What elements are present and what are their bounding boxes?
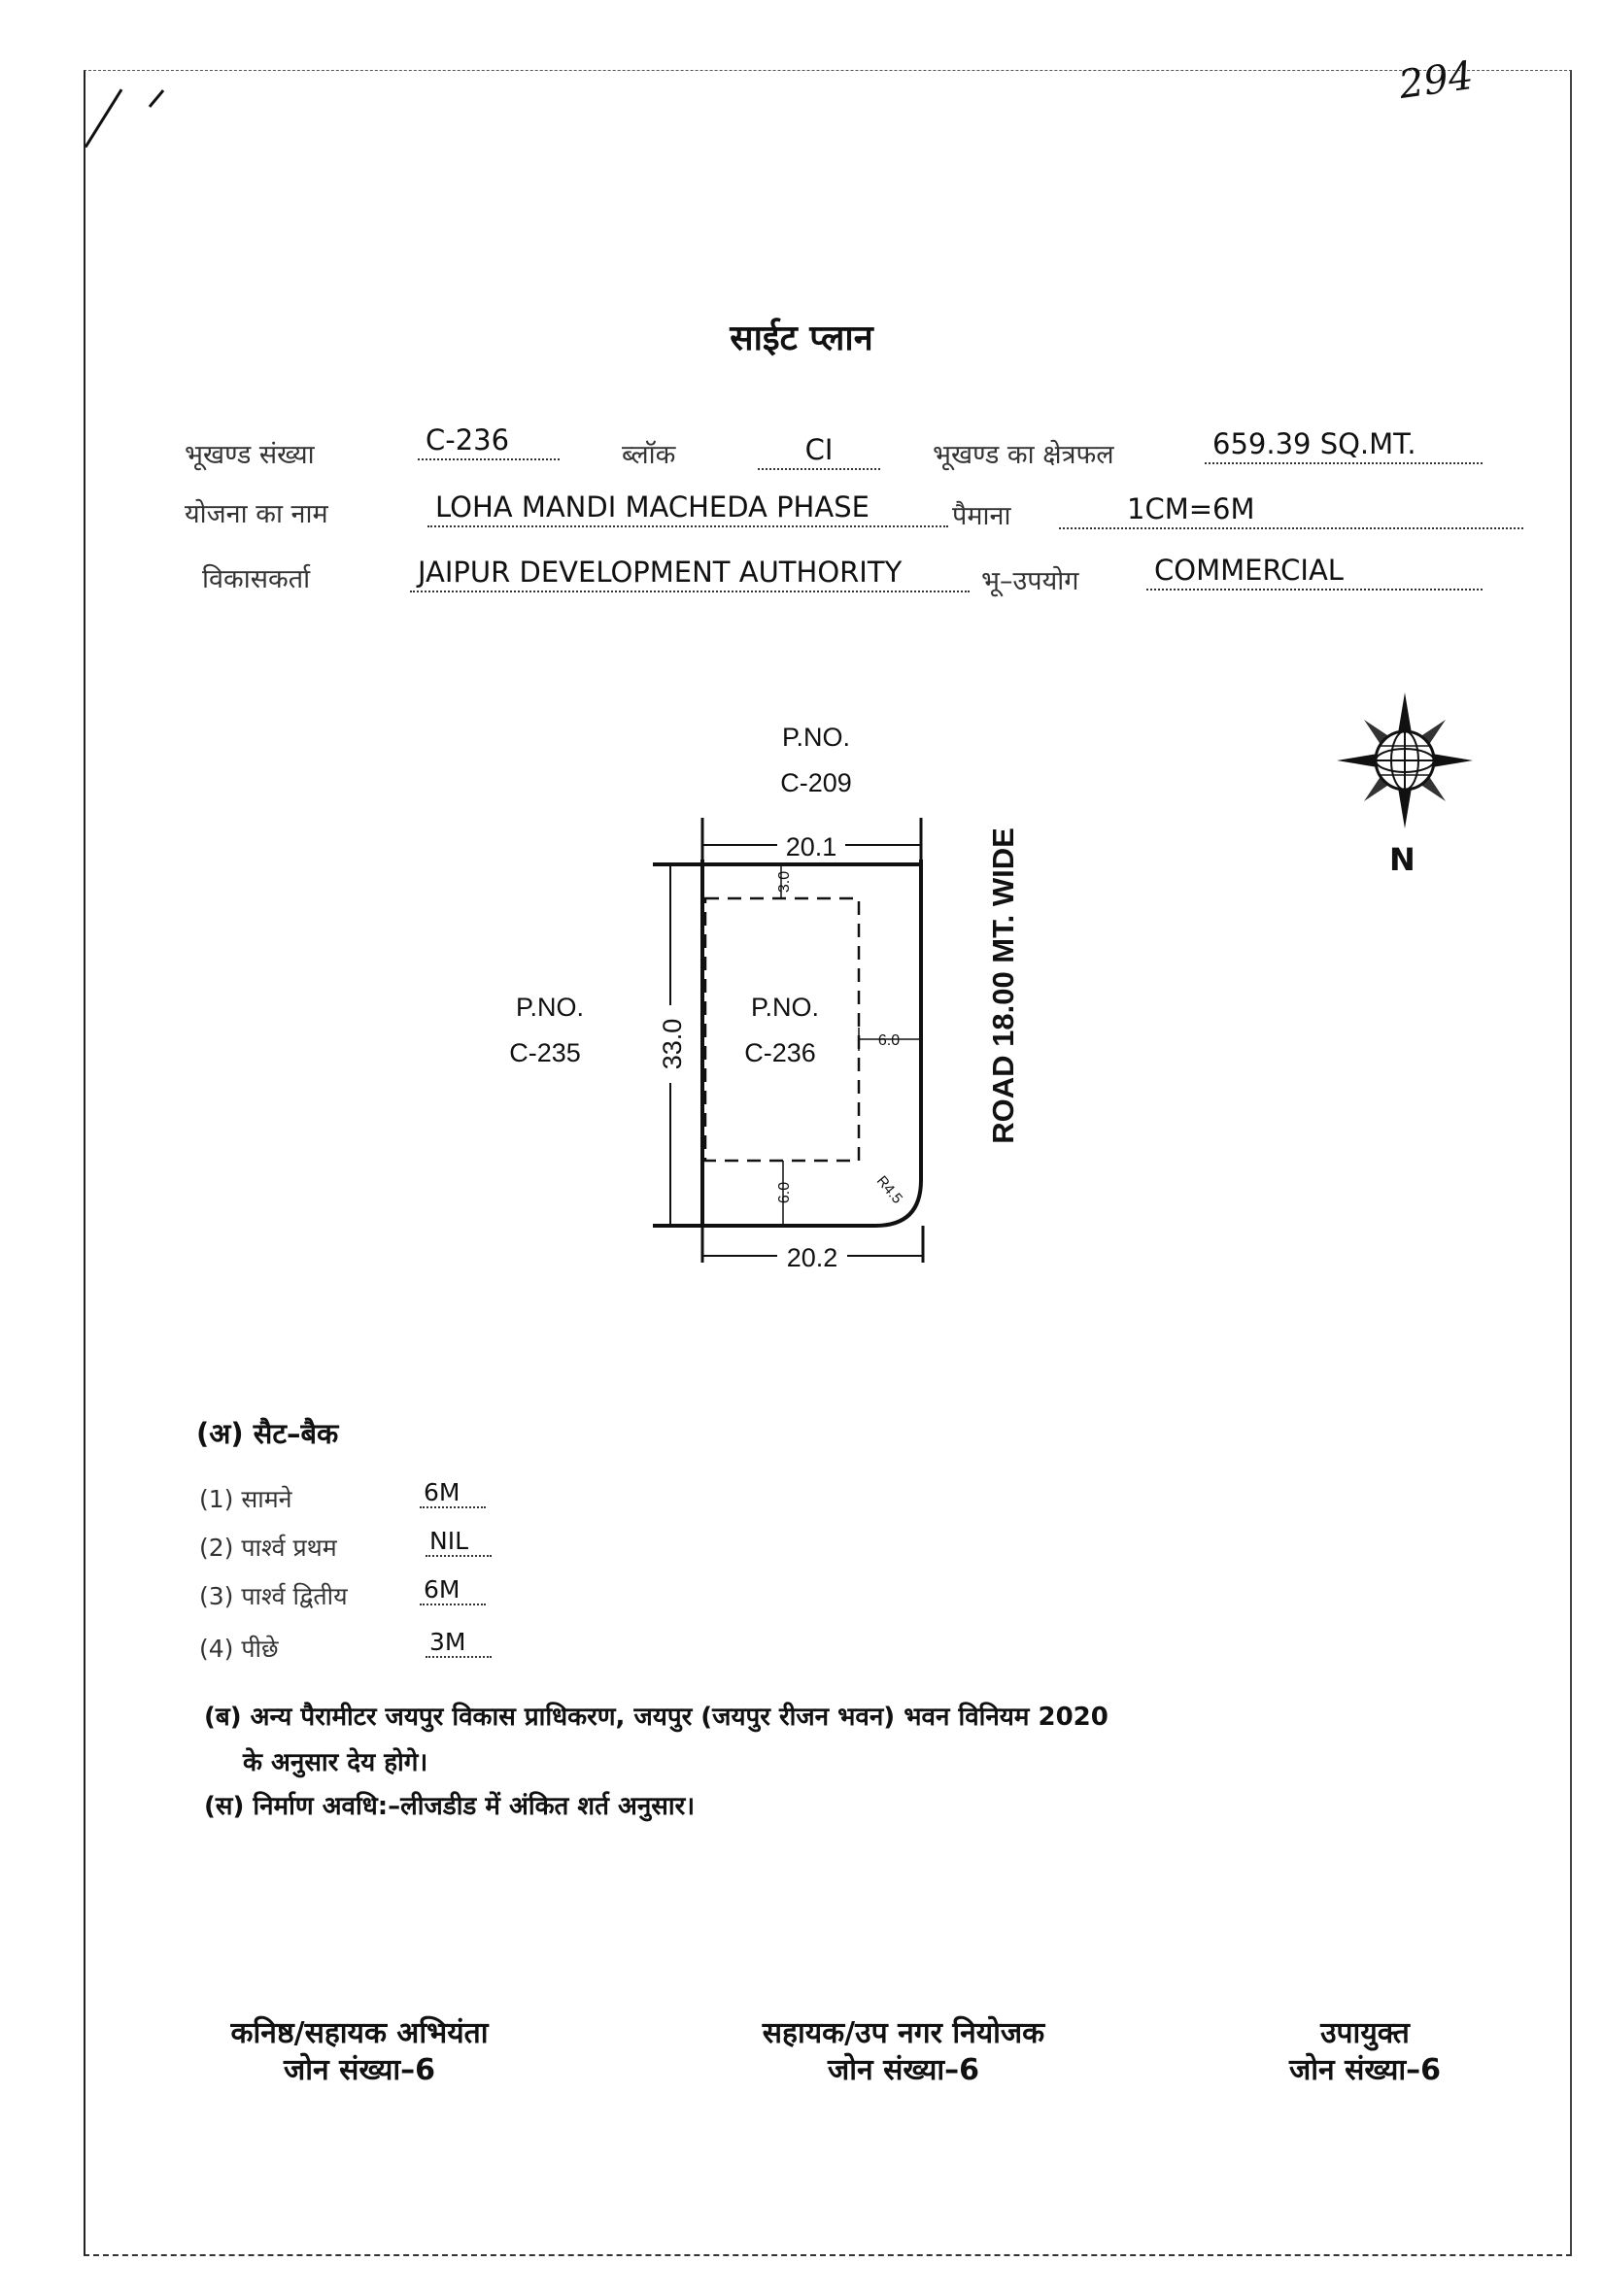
signatory-junior-engineer: [185, 2015, 534, 2088]
setback-front-value: 6M: [420, 1478, 486, 1508]
north-compass-icon: [1337, 692, 1473, 828]
note-b-line1: (ब) अन्य पैरामीटर जयपुर विकास प्राधिकरण, जयपुर (जयपुर रीजन भवन) भवन विनियम 2020: [204, 1703, 1108, 1732]
setback-side1-value: NIL: [426, 1527, 492, 1557]
signatory-zone: जोन संख्या–6: [284, 2052, 435, 2087]
west-plot-number: C-235: [509, 1038, 581, 1067]
signatory-title: उपायुक्त: [1320, 2016, 1410, 2050]
signatory-deputy-commissioner: [1253, 2015, 1477, 2088]
scale-label: पैमाना: [952, 501, 1011, 531]
developer-label: विकासकर्ता: [202, 564, 311, 594]
top-setback-label: 3.0: [776, 870, 793, 894]
page-title: साईट प्लान: [730, 319, 873, 358]
signatory-title: सहायक/उप नगर नियोजक: [762, 2016, 1045, 2050]
block-label: ब्लॉक: [622, 440, 676, 470]
scheme-value: LOHA MANDI MACHEDA PHASE: [427, 490, 948, 527]
landuse-label: भू–उपयोग: [981, 566, 1079, 596]
subject-plot-number: C-236: [744, 1038, 816, 1067]
bottom-width-label: 20.2: [786, 1243, 838, 1272]
north-plot-number: C-209: [780, 768, 852, 797]
bottom-setback-label: 6.0: [776, 1181, 793, 1204]
top-width-label: 20.1: [785, 832, 837, 861]
buildable-area-outline: [705, 898, 859, 1161]
subject-plot-label: P.NO.: [750, 993, 820, 1022]
setback-side1-label: (2) पार्श्व प्रथम: [199, 1534, 337, 1562]
setback-rear-value: 3M: [426, 1628, 492, 1658]
signatory-zone: जोन संख्या–6: [1289, 2052, 1441, 2087]
setback-rear-label: (4) पीछे: [199, 1635, 279, 1663]
note-b-line2: के अनुसार देय होगे।: [243, 1748, 428, 1777]
signatory-town-planner: [699, 2015, 1108, 2088]
developer-value: JAIPUR DEVELOPMENT AUTHORITY: [410, 556, 970, 592]
note-c-line: (स) निर्माण अवधि:–लीजडीड में अंकित शर्त अनुसार।: [204, 1792, 696, 1821]
north-plot-label: P.NO.: [781, 723, 851, 752]
west-plot-label: P.NO.: [515, 993, 585, 1022]
setback-front-label: (1) सामने: [199, 1485, 292, 1513]
page-number: 294: [1396, 52, 1477, 109]
north-label: N: [1389, 841, 1415, 878]
scheme-label: योजना का नाम: [185, 499, 328, 529]
right-setback-label: 6.0: [877, 1032, 901, 1049]
signatory-zone: जोन संख्या–6: [828, 2052, 979, 2087]
area-label: भूखण्ड का क्षेत्रफल: [933, 440, 1114, 470]
plot-no-value: C-236: [418, 423, 560, 460]
scale-value: 1CM=6M: [1059, 492, 1523, 529]
setback-side2-label: (3) पार्श्व द्वितीय: [199, 1582, 348, 1610]
corner-radius-label: R4.5: [872, 1172, 906, 1207]
setback-side2-value: 6M: [420, 1575, 486, 1605]
road-label: ROAD 18.00 MT. WIDE: [986, 827, 1020, 1144]
area-value: 659.39 SQ.MT.: [1205, 427, 1483, 464]
block-value: CI: [758, 433, 880, 470]
landuse-value: COMMERCIAL: [1146, 554, 1483, 591]
setback-heading: (अ) सैट–बैक: [196, 1417, 339, 1450]
plot-no-label: भूखण्ड संख्या: [185, 440, 315, 470]
left-depth-label: 33.0: [658, 1018, 687, 1070]
signatory-title: कनिष्ठ/सहायक अभियंता: [230, 2016, 489, 2050]
